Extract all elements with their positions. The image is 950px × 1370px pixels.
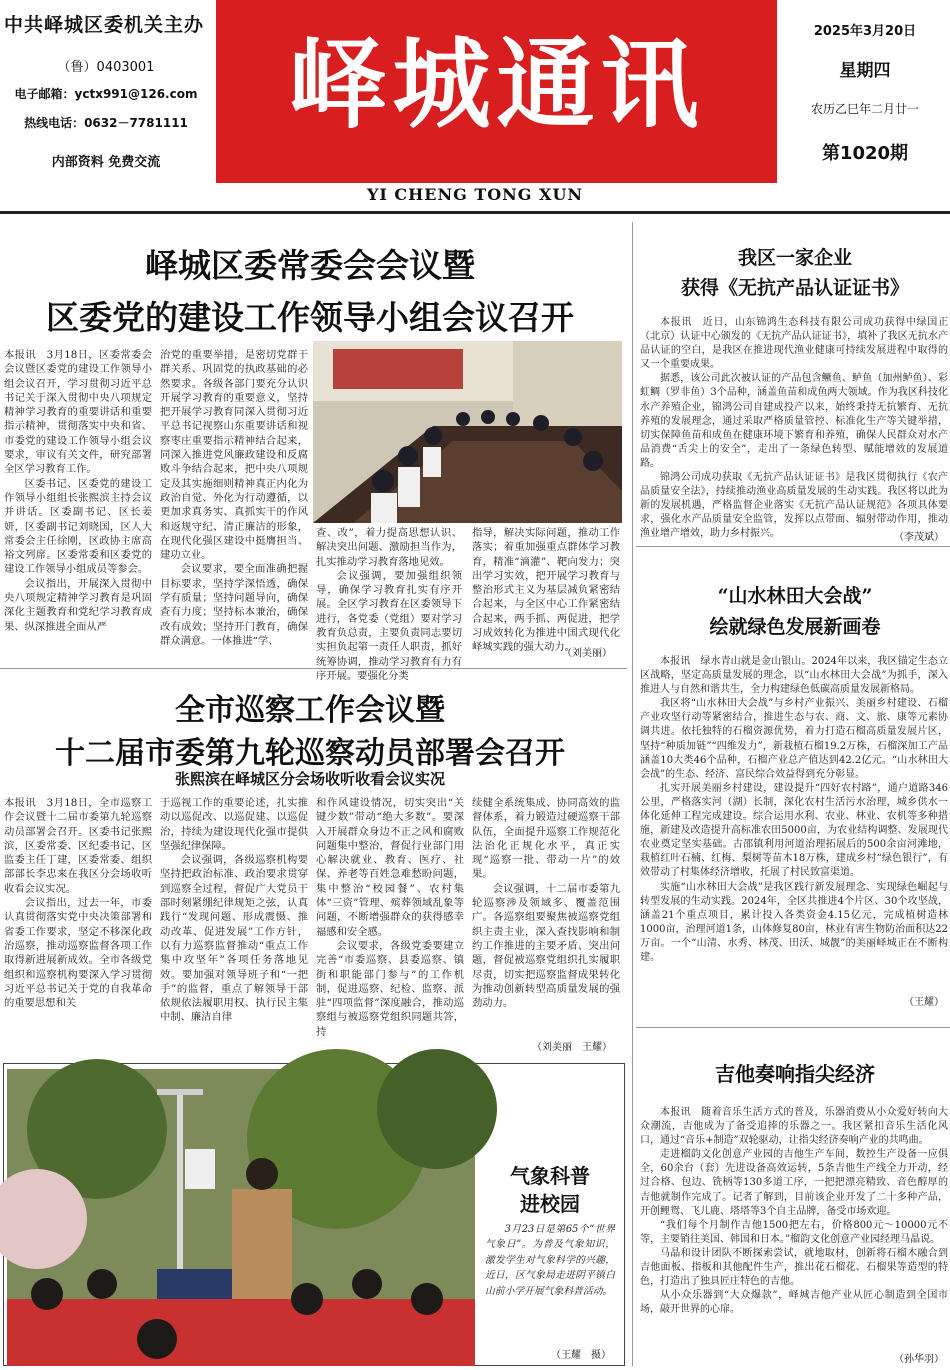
- title-pinyin: YI CHENG TONG XUN: [366, 185, 584, 204]
- internal-note: 内部资料 免费交流: [51, 155, 161, 170]
- article1-column-2: [160, 348, 308, 658]
- email-line: 电子邮箱：yctx991@126.com: [14, 87, 198, 101]
- meeting-photo-illustration: [313, 341, 622, 523]
- side3-paragraph: 本报讯 随着音乐生活方式的普及，乐器消费从小众爱好转向大众潮流，吉他成为了备受追捧的乐器之一。我区紧扣音乐生活化风口，通过“音乐+制造”双轮驱动，让指尖经济奏响产业的共鸣曲。: [640, 1107, 948, 1147]
- publish-date: 2025年3月20日: [813, 24, 917, 39]
- article1-paragraph: 会议强调，要加强组织领导，确保学习教育扎实有序开展。全区学习教育在区委领导下进行，各党委（党组）要对学习教育负总责，主要负责同志要切实担负起第一责任人职责，抓好统筹协调，推动学习教育有力有序开展。要强化分类: [316, 569, 462, 682]
- side2-headline-line2: 绘就绿色发展新画卷: [709, 616, 881, 638]
- article2-headline-line1: 全市巡察工作会议暨: [175, 693, 445, 728]
- side2-divider: [636, 1027, 950, 1028]
- side2-paragraph: 扎实开展美丽乡村建设，建设提升“四好农村路”，通户道路346公里，严格落实河（湖）长制，深化农村生活污水治理，城乡供水一体化延伸工程完成建设。综合运用水利、农业、林业、农机等多种措施，新建及改造提升高标准农田5000亩，为农业结构调整、发展现代农业奠定坚实基础。古邵镇利用河道治理拓展后的500余亩河滩地，栽植红叶石楠、红梅、梨树等苗木18万株，建成乡村“绿色银行”，有效带动了村集体经济增收，托展了村民致富渠道。: [640, 782, 948, 879]
- article1-paragraph: 查、改”，着力提高思想认识、解决突出问题、激励担当作为，扎实推动学习教育落地见效。: [316, 527, 462, 568]
- weather-box-headline-line1: 气象科普: [510, 1164, 590, 1188]
- side1-paragraph: 据悉，该公司此次被认证的产品包含鳜鱼、鲈鱼（加州鲈鱼）、彩虹鲷（罗非鱼）3个品种，涵盖鱼苗和成鱼两大领域。作为我区科技化水产养殖企业，锦鸿公司自建成投产以来，始终秉持无抗繁育、无抗养殖的发展理念，通过采取严格质量管控、标准化生产等关键举措，切实保障鱼苗和成鱼在健康环境下繁育和养殖，确保人民群众对水产品消费“舌尖上的安全”，走出了一条绿色转型、赋能增效的发展道路。: [640, 373, 948, 469]
- weekday: 星期四: [839, 61, 891, 81]
- weather-station-illustration: [7, 1069, 475, 1366]
- article2-paragraph: 会议要求，各级党委要建立完善“市委巡察、县委巡察、镇街和职能部门参与”的工作机制，促进巡察、纪检、监察、派驻“四项监督”深度融合，推动巡察组与被巡察党组织同题共答，持: [316, 939, 464, 1038]
- side3-headline: 吉他奏响指尖经济: [715, 1062, 875, 1086]
- newspaper-title: 峄城通讯: [288, 28, 705, 142]
- side1-paragraph: 锦鸿公司成功获取《无抗产品认证证书》是我区贯彻执行《农产品质量安全法》，持续推动渔业高质量发展的生动实践。我区将以此为新的发展机遇，严格监督企业落实《无抗产品认证规范》各项具体要求，强化水产品质量安全监管，发挥以点带面、辐射带动作用，推动渔业增产增效，助力乡村振兴。: [640, 472, 948, 540]
- article1-paragraph: 本报讯 3月18日，区委常委会会议暨区委党的建设工作领导小组会议召开，学习贯彻习近平总书记关于深入贯彻中央八项规定精神学习教育的重要讲话和重要指示精神，贯彻落实中央和省、市委党的建设工作领导小组会议要求，审议有关文件，研究部署全区学习教育工作。: [4, 349, 152, 476]
- side3-body: [640, 1106, 948, 1350]
- article1-byline: （刘美丽）: [562, 648, 612, 659]
- article2-column-1: [4, 796, 152, 1054]
- article2-subheadline: 张熙滨在峄城区分会场收听收看会议实况: [174, 770, 445, 788]
- article1-headline-line1: 峄城区委常委会会议暨: [145, 246, 475, 285]
- article2-headline-line2: 十二届市委第九轮巡察动员部署会召开: [55, 736, 565, 771]
- article1-column-3: [316, 526, 462, 682]
- side2-paragraph: 实施“山水林田大会战”是我区践行新发展理念、实现绿色崛起与转型发展的生动实践。2024年，全区共推进4个片区、30个攻坚战，涵盖21个重点项目，累计投入各类资金4.15亿元，完成植树造林1000亩，治理河道1条，山体修复80亩，林业有害生物防治面积达22万亩。一个“山清、水秀、林茂、田沃、城靓”的美丽峄城正在不断构建。: [640, 881, 948, 963]
- weather-station-photo: [7, 1069, 475, 1366]
- side3-paragraph: 走进榴韵文化创意产业园的吉他生产车间，数控生产设备一应俱全，60余台（套）先进设备高效运转，5条吉他生产线全力开动，经过合格、包边、铣柄等130多道工序，一把把漂亮精致、音色醇厚的吉他就制作完成了。记者了解到，目前该企业开发了二十多种产品，开创鲤鸳、飞儿鹿、塔塔等3个自主品牌，备受市场欢迎。: [640, 1149, 948, 1217]
- article2-paragraph: 会议强调，各级巡察机构要坚持把政治标准、政治要求贯穿到巡察全过程，督促广大党员干部时刻紧绷纪律规矩之弦，认真践行“发现问题、形成震慑、推动改革、促进发展”工作方针，以有力巡察监督推动“重点工作集中攻坚年”各项任务落地见效。要加强对领导班子和“一把手”的监督，重点了解领导干部依规依法履职用权、执行民主集中制、廉洁自律: [160, 854, 308, 1024]
- hotline-line: 热线电话：0632－7781111: [24, 116, 188, 130]
- side2-paragraph: 本报讯 绿水青山就是金山银山。2024年以来，我区锚定生态立区战略，坚定高质量发展的理念，以“山水林田大会战”为抓手，深入推进人与自然和谐共生，全力构建绿色低碳高质量发展新格局。: [640, 656, 948, 696]
- article1-paragraph: 区委书记、区委党的建设工作领导小组组长张熙滨主持会议并讲话。区委副书记、区长姜妍，区委副书记刘晓国，区人大常委会主任徐刚，区政协主席高裕文列席。区委常委和区委党的建设工作领导小组成员等参会。: [4, 477, 152, 576]
- weather-box-byline: （王耀 摄）: [551, 1350, 611, 1361]
- article2-paragraph: 和作风建设情况，切实突出“关键少数”带动“绝大多数”。要深入开展群众身边不正之风和腐败问题集中整治，督促行业部门用心解决就业、教育、医疗、社保、养老等百姓急难愁盼问题，集中整治“校园餐”、农村集体“三资”管理、殡葬领域乱象等问题，不断增强群众的获得感幸福感和安全感。: [316, 797, 464, 938]
- side2-paragraph: 我区将“山水林田大会战”与乡村产业振兴、美丽乡村建设、石榴产业攻坚行动等紧密结合，推进生态与农、商、文、旅、康等元素协调共进。依托独特的石榴资源优势，着力打造石榴高质量发展片区，坚持“种质加链”“四维发力”，新栽植石榴19.2万株，石榴深加工产品涵盖10大类46个品种，石榴产业总产值达到42.2亿元。“山水林田大会战”的生态、经济、富民综合效益得到充分彰显。: [640, 698, 948, 780]
- side1-headline-line2: 获得《无抗产品认证证书》: [680, 277, 909, 299]
- side1-byline: （李茂斌）: [894, 532, 944, 543]
- article1-meeting-photo: [313, 341, 622, 523]
- article2-column-2: [160, 796, 308, 1054]
- right-column-divider: [632, 222, 633, 1366]
- side2-headline-line1: “山水林田大会战”: [717, 585, 873, 607]
- side3-byline: （孙华羽）: [894, 1354, 944, 1365]
- registration-number: （鲁）0403001: [57, 60, 155, 75]
- article1-paragraph: 指导，解决实际问题，推动工作落实；着重加强重点群体学习教育，精准“滴灌”、靶向发力；突出学习实效，把开展学习教育与整治形式主义为基层减负紧密结合起来，与全区中心工作紧密结合起来，两手抓、两促进，把学习成效转化为推进中国式现代化峄城实践的强大动力。: [472, 527, 620, 654]
- side1-divider: [636, 546, 950, 547]
- side3-paragraph: “我们每个月制作吉他1500把左右，价格800元～10000元不等，主要销往美国、韩国和日本。”榴韵文化创意产业园经理马晶说。: [640, 1219, 948, 1245]
- article2-byline: （刘美丽 王耀）: [532, 1042, 612, 1053]
- article2-paragraph: 会议强调，十二届市委第九轮巡察涉及领域多、覆盖范围广。各巡察组要聚焦被巡察党组织主责主业，深入查找影响和制约工作推进的主要矛盾、突出问题，督促被巡察党组织扎实履职尽责，切实把巡察监督成果转化为推动创新转型高质量发展的强劲动力。: [472, 882, 620, 1010]
- side2-body: [640, 655, 948, 991]
- side2-byline: （王耀）: [904, 997, 944, 1008]
- article1-paragraph: 会议要求，要全面准确把握目标要求，坚持学深悟透，确保学有质量；坚持问题导向，确保查有力度；坚持标本兼治，确保改有成效；坚持开门教育，确保群众满意。一体推进“学、: [160, 563, 308, 647]
- side1-paragraph: 本报讯 近日，山东锦鸿生态科技有限公司成功获得中绿国正（北京）认证中心颁发的《无抗产品认证证书》，填补了我区无抗水产品认证的空白，是我区在推进现代渔业健康可持续发展进程中取得的又一个重要成果。: [640, 317, 948, 371]
- article1-headline-line2: 区委党的建设工作领导小组会议召开: [46, 298, 574, 337]
- article2-paragraph: 本报讯 3月18日，全市巡察工作会议暨十二届市委第九轮巡察动员部署会召开。区委书记张熙滨，区委常委、区纪委书记、区监委主任丁建，区委常委、组织部部长李忠来在我区分会场收听收看会议实况。: [4, 797, 152, 895]
- article1-paragraph: 治党的重要举措，是密切党群干群关系、巩固党的执政基础的必然要求。各级各部门要充分认识开展学习教育的重要意义，坚持把开展学习教育同深入贯彻习近平总书记视察山东重要讲话和视察枣庄重要指示精神结合起来，同深入推进党风廉政建设和反腐败斗争结合起来，把中央八项规定及其实施细则精神真正内化为政治自觉、外化为行动遵循，以更加求真务实、真抓实干的作风和返规守纪、清正廉洁的形象，在现代化强区建设中挺膺担当、建功立业。: [160, 349, 308, 562]
- sponsor-organ: 中共峄城区委机关主办: [4, 14, 205, 36]
- masthead-divider: [0, 211, 950, 214]
- article2-paragraph: 续健全系统集成、协同高效的监督体系，着力锻造过硬巡察干部队伍，全面提升巡察工作规范化法治化正规化水平，真正实现“巡察一批、带动一片”的效果。: [472, 797, 620, 881]
- article1-divider: [0, 668, 627, 669]
- weather-box-caption-text: 3月23日是第65个“世界气象日”。为普及气象知识，激发学生对气象科学的兴趣，近日，区气象局走进阴平镇白山前小学开展气象科普活动。: [485, 1224, 615, 1297]
- side1-headline-line1: 我区一家企业: [737, 247, 852, 269]
- article2-paragraph: 于巡视工作的重要论述，扎实推动以巡促改、以巡促建、以巡促治，持续为建设现代化强市提供坚强纪律保障。: [160, 797, 308, 852]
- lunar-date: 农历乙巳年二月廿一: [810, 102, 919, 116]
- side3-paragraph: 马晶和设计团队不断探索尝试，就地取材，创新将石榴木融合到吉他面板、指板和其他配件生产，推出花石榴花、石榴果等造型的特色，打造出了独具匠庄特色的吉他。: [640, 1247, 948, 1288]
- article1-column-1: [4, 348, 152, 658]
- weather-box-caption: [485, 1222, 615, 1334]
- side3-paragraph: 从小众乐器到“大众爆款”，峄城吉他产业从匠心制造到全国市场，敲开世界的心扉。: [640, 1290, 948, 1316]
- weather-box-headline-line2: 进校园: [520, 1192, 580, 1216]
- issue-number: 第1020期: [821, 143, 909, 164]
- article1-paragraph: 会议指出，开展深入贯彻中央八项规定精神学习教育是巩固深化主题教育和党纪学习教育成果、纵深推进全面从严: [4, 577, 152, 633]
- article2-column-4: [472, 796, 620, 1036]
- article2-paragraph: 会议指出，过去一年，市委认真贯彻落实党中央决策部署和省委工作要求，坚定不移深化政治巡察，推动巡察监督各项工作取得新进展新成效。全市各级党组织和巡察机构要深入学习贯彻习近平总书记关于党的自我革命的重要思想和关: [4, 897, 152, 1010]
- masthead-title-panel: [216, 0, 777, 183]
- masthead-right: [780, 0, 950, 180]
- article2-column-3: [316, 796, 464, 1054]
- masthead-left: [0, 0, 212, 180]
